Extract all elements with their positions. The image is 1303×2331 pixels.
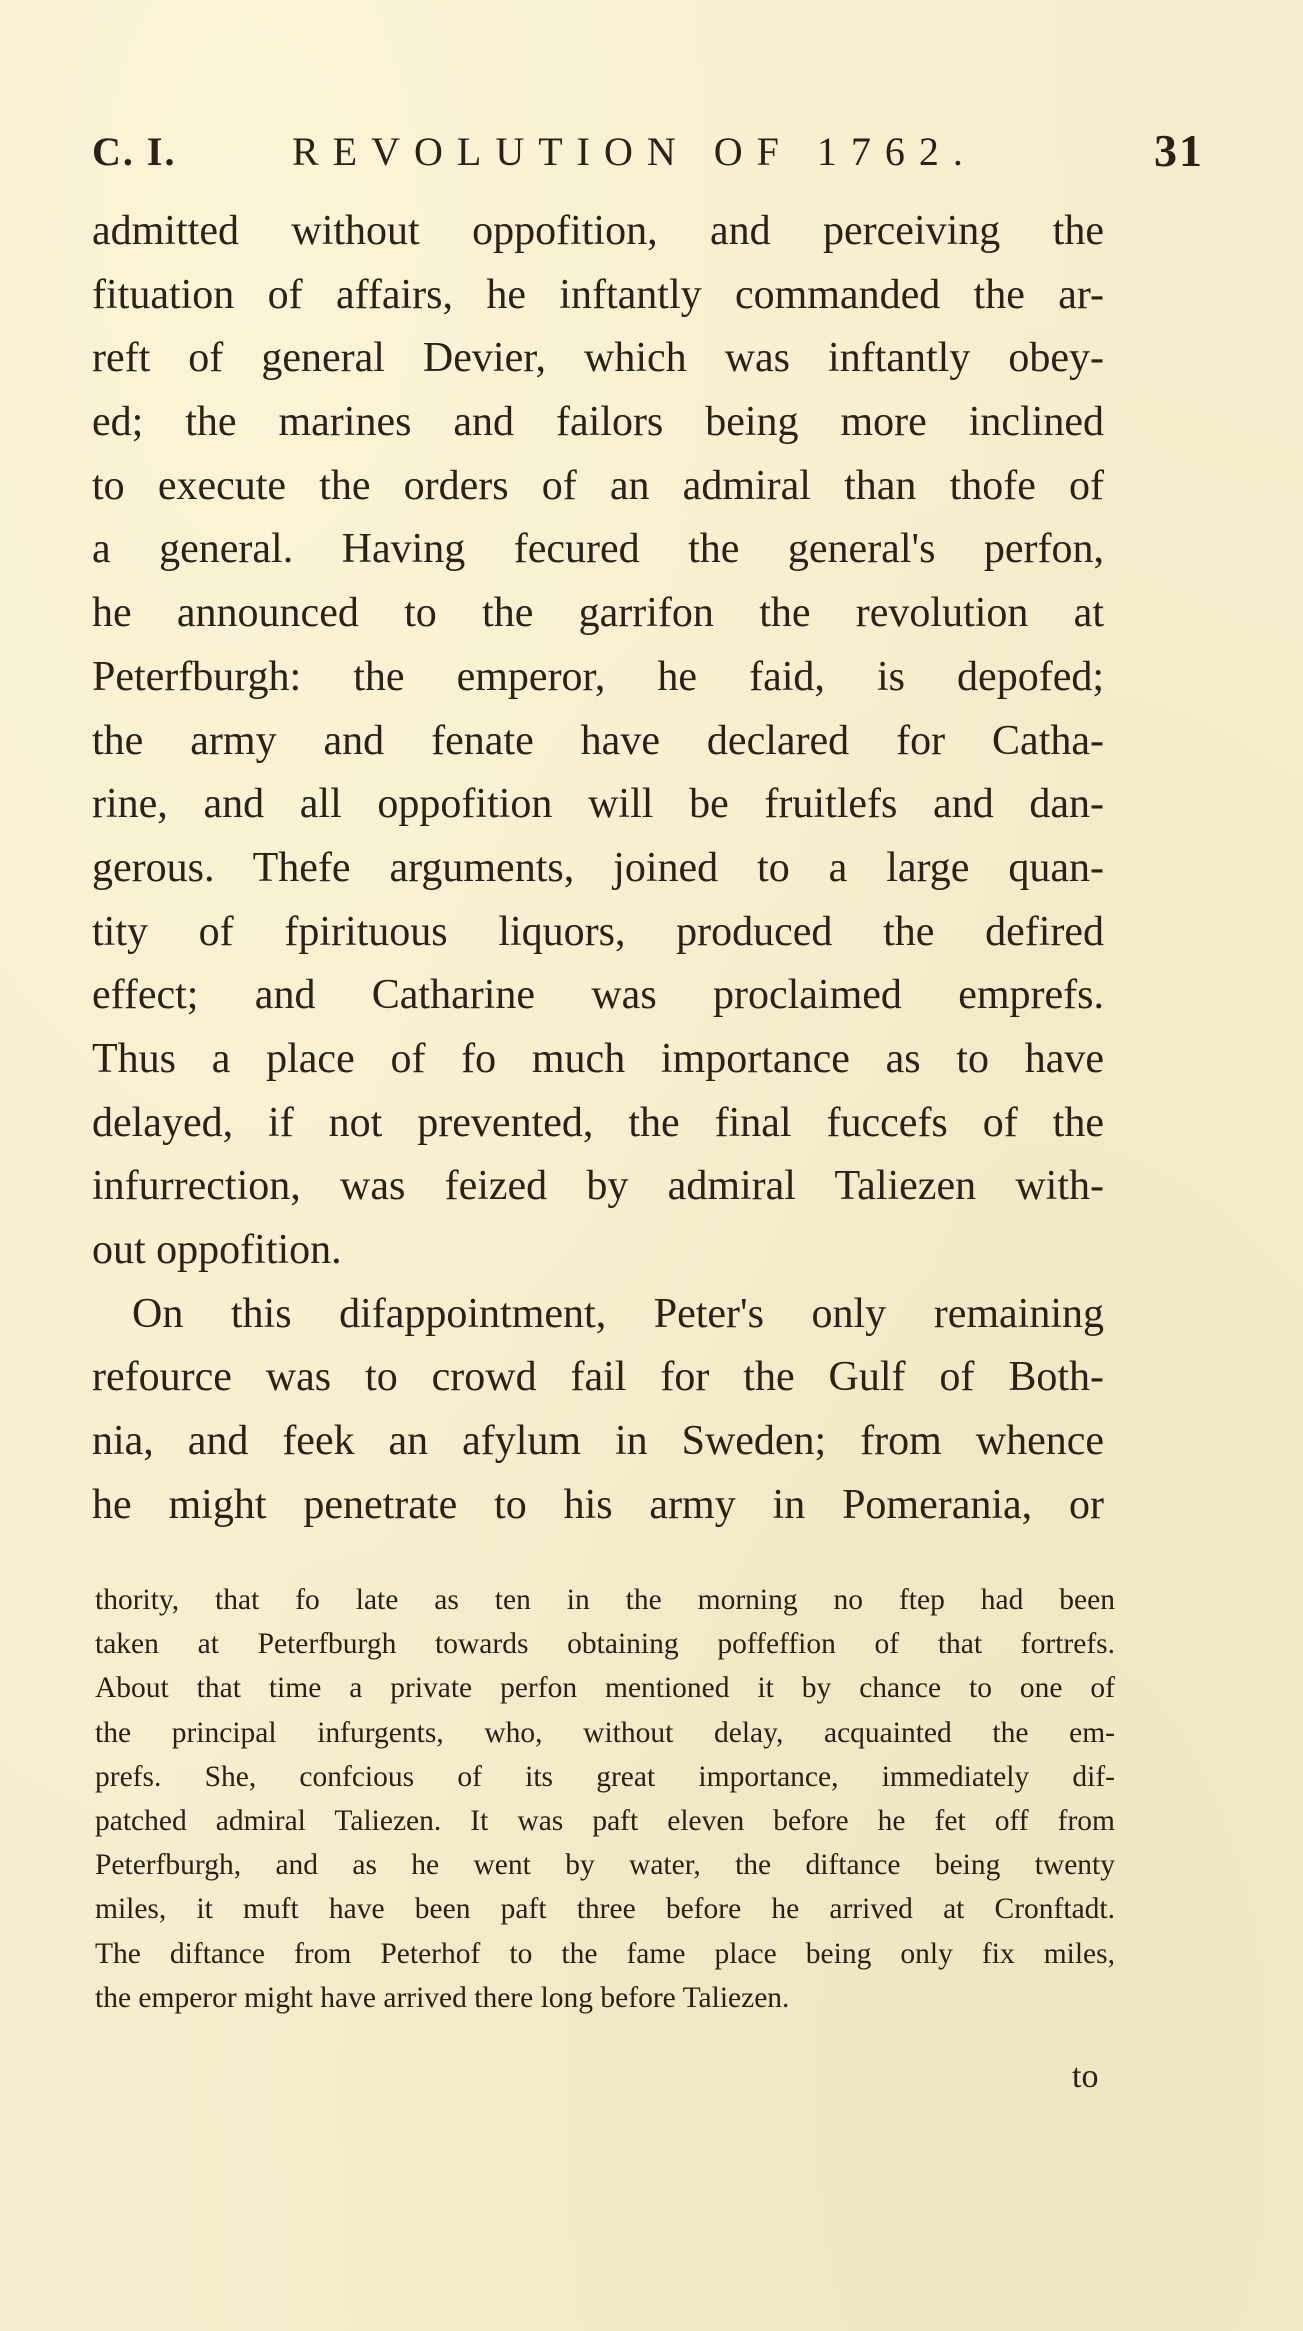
footnote-line: Peterfburgh, and as he went by water, the diftance being twenty	[95, 1849, 1115, 1882]
text-line: to execute the orders of an admiral than thofe of	[92, 462, 1104, 509]
footnote-line: miles, it muft have been paft three before he arrived at Cronftadt.	[95, 1893, 1115, 1926]
text-line: gerous. Thefe arguments, joined to a large quan-	[92, 844, 1104, 891]
text-line: infurrection, was feized by admiral Taliezen with-	[92, 1163, 1104, 1210]
footnote-line: The diftance from Peterhof to the fame place being only fix miles,	[95, 1937, 1115, 1970]
page-number: 31	[1154, 125, 1204, 176]
text-line: reft of general Devier, which was inftantly obey-	[92, 335, 1104, 382]
footnote-line: taken at Peterfburgh towards obtaining poffeffion of that fortrefs.	[95, 1628, 1115, 1661]
text-line: delayed, if not prevented, the final fuccefs of the	[92, 1099, 1104, 1146]
text-line: out oppofition.	[92, 1227, 342, 1273]
footnote	[95, 1578, 1115, 2020]
main-text	[92, 200, 1104, 1537]
text-line: rine, and all oppofition will be fruitlefs and dan-	[92, 781, 1104, 828]
text-line: On this difappointment, Peter's only remaining	[132, 1290, 1104, 1337]
footnote-line: patched admiral Taliezen. It was paft eleven before he fet off from	[95, 1804, 1115, 1837]
footnote-line: the principal infurgents, who, without delay, acquainted the em-	[95, 1716, 1115, 1749]
footnote-line: the emperor might have arrived there long before Taliezen.	[95, 1981, 790, 2014]
text-line: the army and fenate have declared for Catha-	[92, 717, 1104, 764]
footnote-line: thority, that fo late as ten in the morning no ftep had been	[95, 1584, 1115, 1616]
text-line: a general. Having fecured the general's perfon,	[92, 526, 1104, 573]
running-title: REVOLUTION OF 1762.	[292, 129, 977, 174]
catchword: to	[1072, 2058, 1099, 2095]
chapter-label: C. I.	[92, 129, 177, 174]
text-line: nia, and feek an afylum in Sweden; from whence	[92, 1418, 1104, 1465]
text-line: ed; the marines and failors being more inclined	[92, 399, 1104, 446]
footnote-line: About that time a private perfon mentioned it by chance to one of	[95, 1672, 1115, 1705]
text-line: admitted without oppofition, and perceiving the	[92, 208, 1104, 254]
running-header	[92, 125, 1204, 188]
text-line: effect; and Catharine was proclaimed emprefs.	[92, 972, 1104, 1019]
text-line: he might penetrate to his army in Pomerania, or	[92, 1481, 1104, 1528]
text-line: tity of fpirituous liquors, produced the defired	[92, 908, 1104, 955]
text-line: Thus a place of fo much importance as to have	[92, 1035, 1104, 1082]
footnote-line: prefs. She, confcious of its great importance, immediately dif-	[95, 1760, 1115, 1793]
text-line: Peterfburgh: the emperor, he faid, is depofed;	[92, 653, 1104, 700]
text-line: refource was to crowd fail for the Gulf of Both-	[92, 1354, 1104, 1401]
text-line: he announced to the garrifon the revolution at	[92, 590, 1104, 637]
text-line: fituation of affairs, he inftantly commanded the ar-	[92, 271, 1104, 318]
